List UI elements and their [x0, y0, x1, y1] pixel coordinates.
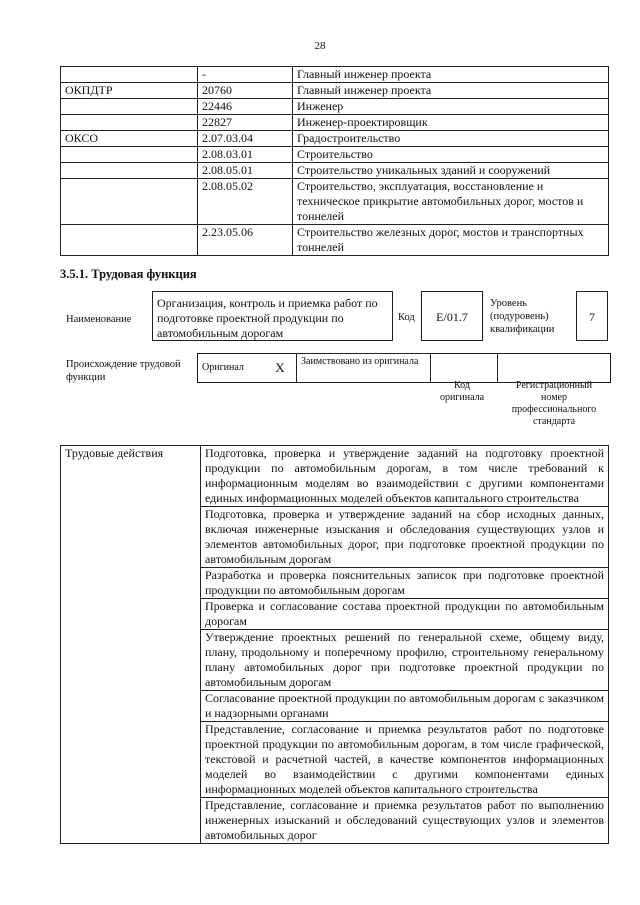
code-cell: 20760	[198, 83, 293, 99]
classifier-cell	[61, 147, 198, 163]
name-cell: Инженер-проектировщик	[293, 115, 609, 131]
name-label: Наименование	[66, 314, 132, 325]
code-cell: -	[198, 67, 293, 83]
origin-label: Происхождение трудовой функции	[66, 359, 181, 383]
actions-header: Трудовые действия	[61, 446, 201, 844]
classifier-cell: ОКСО	[61, 131, 198, 147]
registration-number-cell	[498, 354, 611, 383]
action-item: Утверждение проектных решений по генеральной схеме, общему виду, плану, продольному и поперечному профилю, строительному генеральному плану автомобильных дорог при подготовке проектной продукции по автомобильным дорогам	[201, 630, 609, 691]
name-cell: Инженер	[293, 99, 609, 115]
name-cell: Строительство уникальных зданий и сооружений	[293, 163, 609, 179]
code-cell: 22446	[198, 99, 293, 115]
classifier-cell	[61, 163, 198, 179]
code-cell: 2.08.05.02	[198, 179, 293, 225]
code-label: Код	[398, 312, 415, 323]
origin-table	[197, 353, 611, 383]
original-code-cell	[431, 354, 498, 383]
table-row	[61, 131, 609, 147]
function-name-box: Организация, контроль и приемка работ по подготовке проектной продукции по автомобильным дорогам	[152, 291, 393, 341]
code-cell: 2.08.03.01	[198, 147, 293, 163]
code-cell: 2.23.05.06	[198, 225, 293, 256]
borrowed-label: Заимствовано из оригинала	[297, 354, 431, 383]
caption-registration: Регистрационный номер профессионального стандарта	[511, 380, 597, 427]
table-row	[61, 99, 609, 115]
original-mark: X	[264, 354, 297, 383]
labour-actions-table	[60, 445, 609, 844]
caption-code: Код оригинала	[439, 380, 485, 403]
table-row	[61, 115, 609, 131]
action-item: Подготовка, проверка и утверждение заданий на сбор исходных данных, включая инженерные изыскания и обследования существующих узлов и элементов автомобильных дорог, при подготовке проектной продукции по автомобильным дорогам	[201, 507, 609, 568]
table-row	[61, 147, 609, 163]
table-row	[61, 83, 609, 99]
code-cell: 22827	[198, 115, 293, 131]
action-item: Проверка и согласование состава проектной продукции по автомобильным дорогам	[201, 599, 609, 630]
name-cell: Главный инженер проекта	[293, 83, 609, 99]
table-row	[61, 163, 609, 179]
name-cell: Главный инженер проекта	[293, 67, 609, 83]
classifier-codes-table	[60, 66, 609, 256]
action-item: Согласование проектной продукции по автомобильным дорогам с заказчиком и надзорными органами	[201, 691, 609, 722]
name-cell: Строительство, эксплуатация, восстановление и техническое прикрытие автомобильных дорог, мостов и тоннелей	[293, 179, 609, 225]
classifier-cell	[61, 179, 198, 225]
level-value-box: 7	[576, 291, 608, 341]
name-cell: Строительство железных дорог, мостов и транспортных тоннелей	[293, 225, 609, 256]
table-row	[61, 446, 609, 507]
classifier-cell: ОКПДТР	[61, 83, 198, 99]
action-item: Представление, согласование и приемка результатов работ по подготовке проектной продукции по автомобильным дорогам, в том числе графической, текстовой и расчетной частей, в качестве компонентов информационных моделей во взаимодействии с другими компонентами единых информационных моделей объектов капитального строительства	[201, 722, 609, 798]
code-cell: 2.07.03.04	[198, 131, 293, 147]
classifier-cell	[61, 115, 198, 131]
action-item: Представление, согласование и приемка результатов работ по выполнению инженерных изысканий и обследований существующих узлов и элементов автомобильных дорог	[201, 798, 609, 844]
action-item: Разработка и проверка пояснительных записок при подготовке проектной продукции по автомобильным дорогам	[201, 568, 609, 599]
classifier-cell	[61, 225, 198, 256]
table-row	[61, 179, 609, 225]
classifier-cell	[61, 99, 198, 115]
table-row	[61, 225, 609, 256]
page-number: 28	[314, 40, 326, 52]
name-cell: Градостроительство	[293, 131, 609, 147]
action-item: Подготовка, проверка и утверждение заданий на подготовку проектной продукции по автомобильным дорогам, в том числе требований к информационным моделям во взаимодействии с другими компонентами единых информационных моделей объектов капитального строительства	[201, 446, 609, 507]
table-row	[61, 67, 609, 83]
code-cell: 2.08.05.01	[198, 163, 293, 179]
function-code-box: E/01.7	[421, 291, 483, 341]
name-cell: Строительство	[293, 147, 609, 163]
level-label: Уровень (подуровень) квалификации	[490, 298, 555, 335]
classifier-cell	[61, 67, 198, 83]
original-label: Оригинал	[198, 354, 265, 383]
table-row	[198, 354, 611, 383]
section-title: 3.5.1. Трудовая функция	[60, 267, 197, 281]
